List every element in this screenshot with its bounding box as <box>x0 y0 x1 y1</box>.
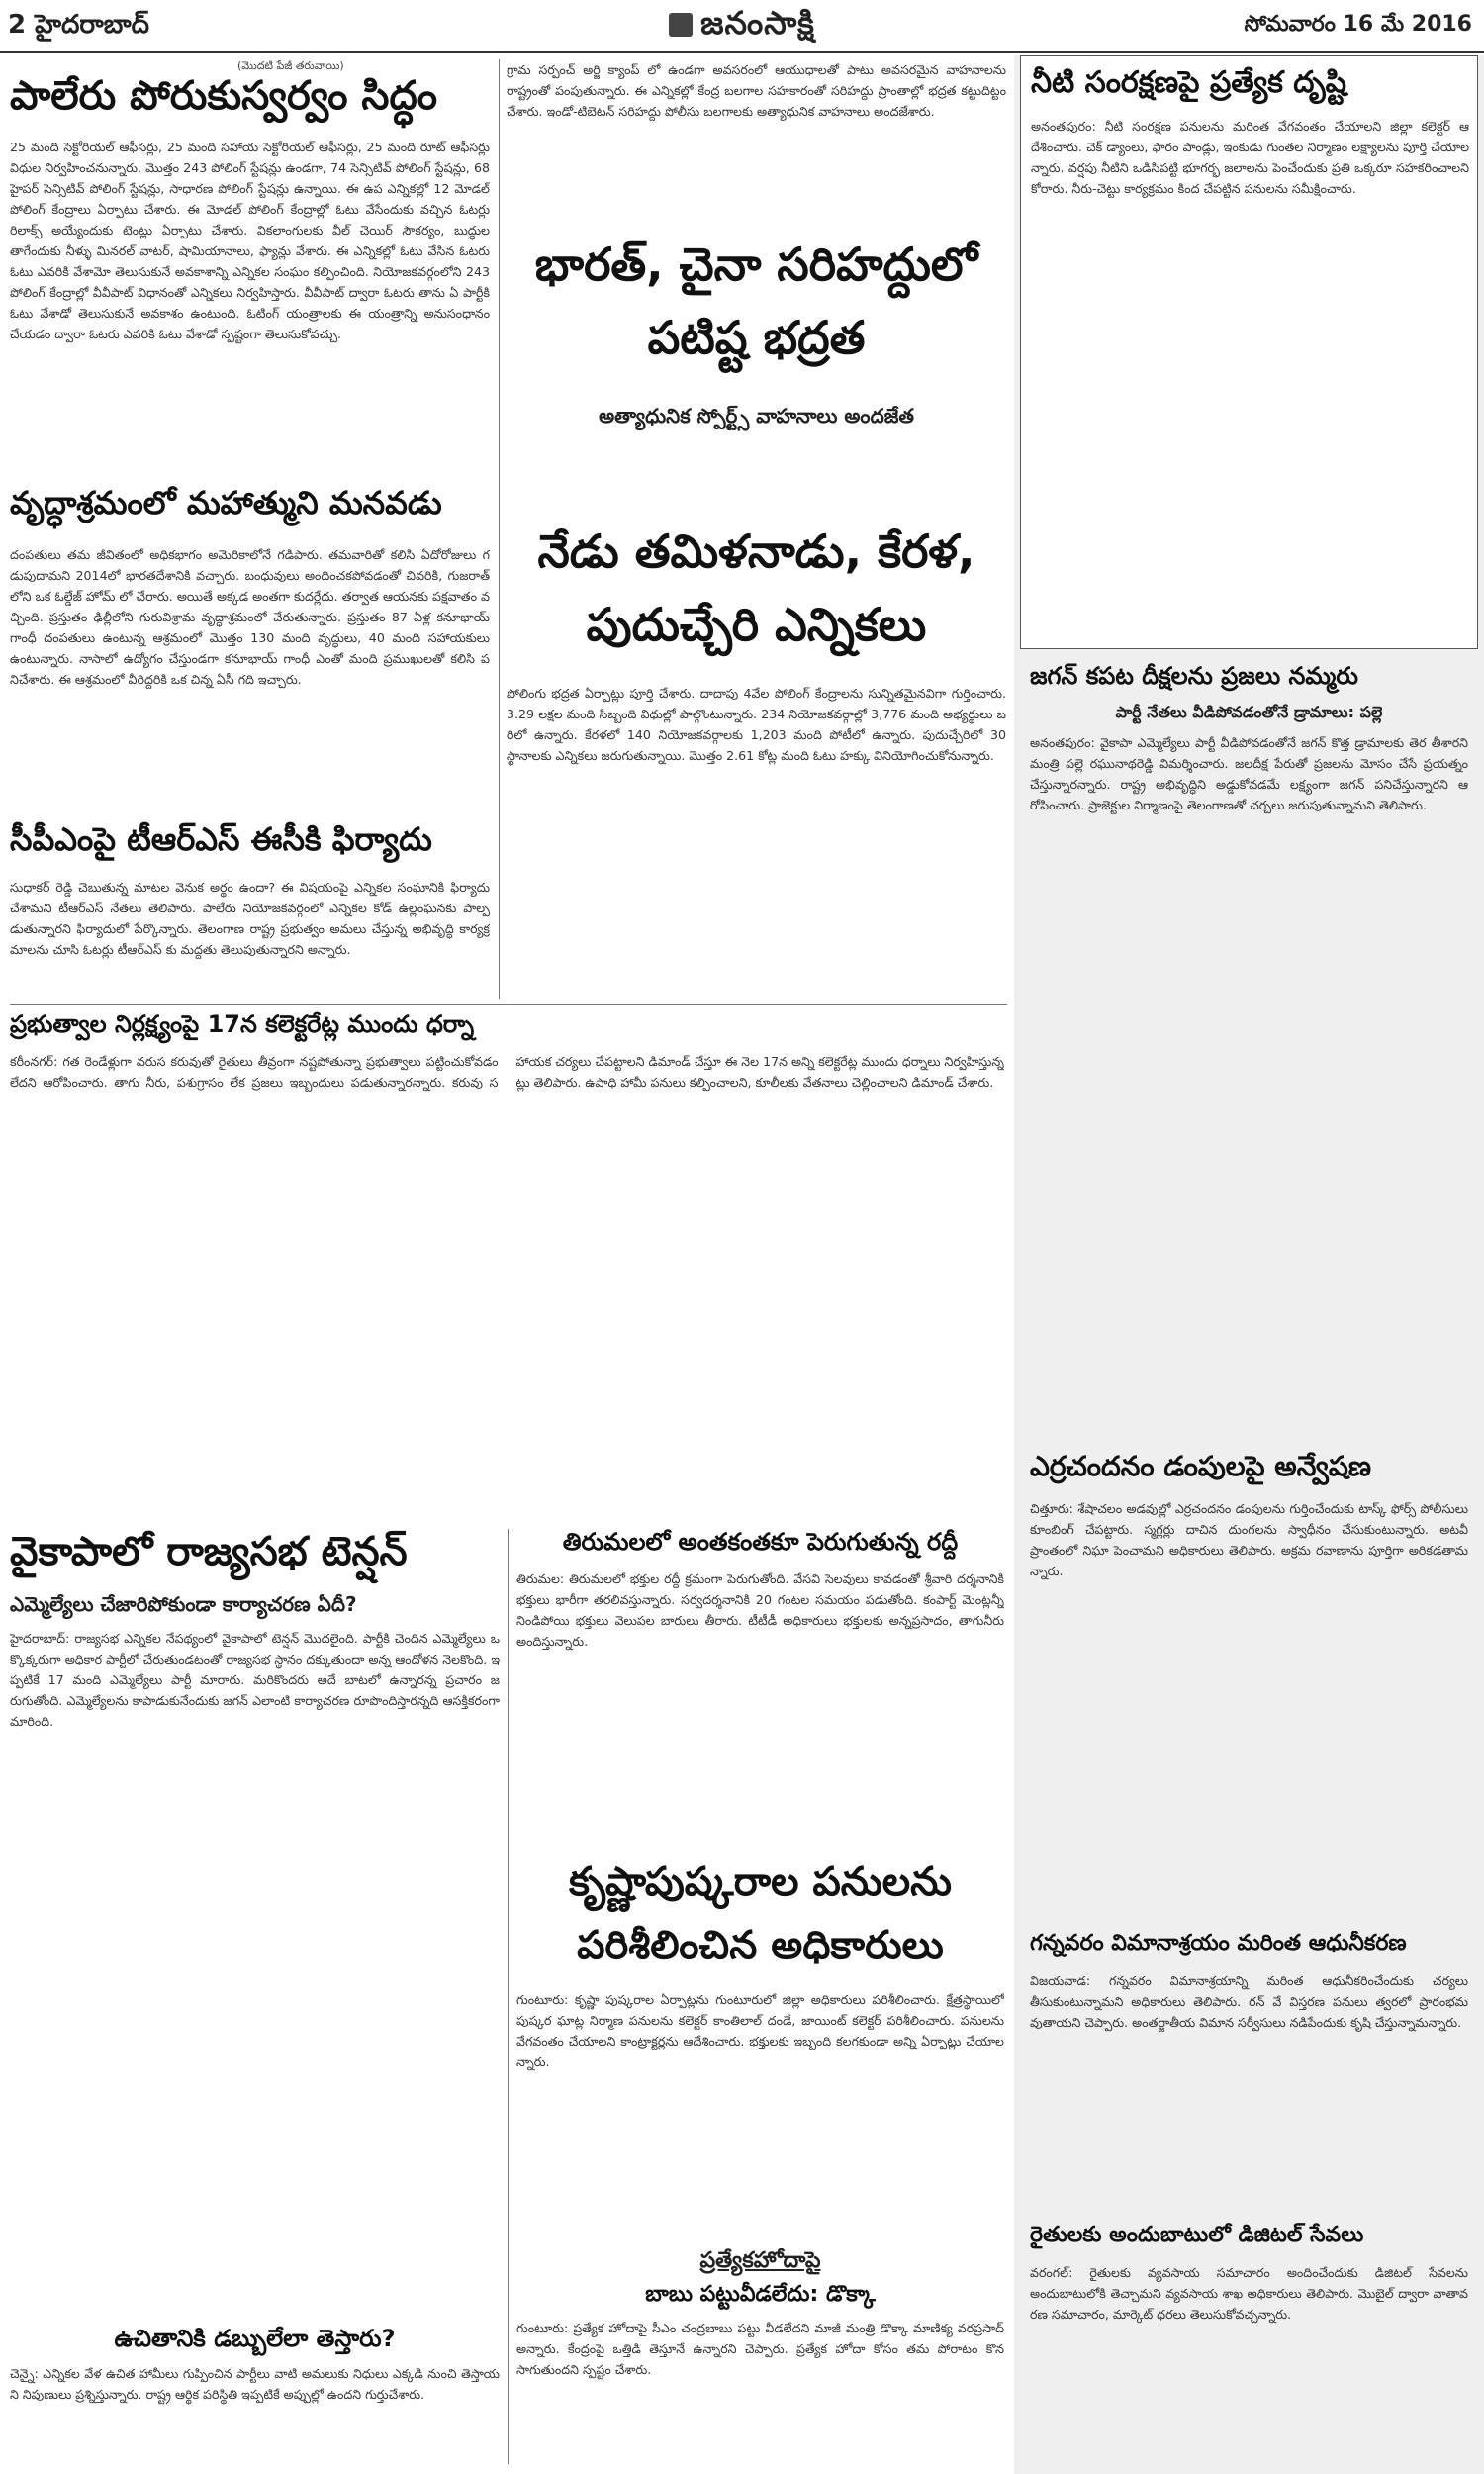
page-date: సోమవారం 16 మే 2016 <box>1244 12 1472 37</box>
story-headline: బాబు పట్టువీడలేదు: డొక్కా <box>645 2282 876 2307</box>
story-body: గుంటూరు: కృష్ణా పుష్కరాల ఏర్పాట్లను గుంటూరులో జిల్లా అధికారులు పరిశీలించారు. క్షేత్రస్థాయిలో పుష్కర ఘాట్ల నిర్మాణ పనులను కలెక్టర్ కాంతిలాల్ దండే, జాయింట్ కలెక్టర్ పరిశీలించారు. పనులను వేగవంతం చేయాలని కాంట్రాక్టర్లను ఆదేశించారు. భక్తులకు ఇబ్బంది కలగకుండా అన్ని ఏర్పాట్లు చేయాలన్నారు. <box>516 1992 1004 2069</box>
story-body: చెన్నై: ఎన్నికల వేళ ఉచిత హామీలు గుప్పించిన పార్టీలు వాటి అమలుకు నిధులు ఎక్కడి నుంచి తెస్తాయని నిపుణులు ప్రశ్నిస్తున్నారు. రాష్ట్ర ఆర్థిక పరిస్థితి ఇప్పటికే అప్పుల్లో ఉందని గుర్తుచేశారు. <box>10 2366 500 2402</box>
paper-name: జనంసాక్షి <box>700 4 815 42</box>
story-tirumala <box>516 1529 1004 1846</box>
story-kicker: (మొదటి పేజీ తరువాయి) <box>237 59 344 72</box>
story-headline: జగన్ కపట దీక్షలను ప్రజలు నమ్మరు <box>1030 662 1358 690</box>
story-freebies <box>10 2326 500 2464</box>
story-body: అనంతపురం: నీటి సంరక్షణ పనులను మరింత వేగవంతం చేయాలని జిల్లా కలెక్టర్ ఆదేశించారు. చెక్ డ్యాంలు, ఫారం పాండ్లు, ఇంకుడు గుంతల నిర్మాణం లక్ష్యాలను పూర్తి చేయాలన్నారు. వర్షపు నీటిని ఒడిసిపట్టి భూగర్భ జలాలను పెంచేందుకు ప్రతి ఒక్కరూ సహకరించాలని కోరారు. నీరు-చెట్టు కార్యక్రమం కింద చేపట్టిన పనులను సమీక్షించారు. <box>1031 119 1469 196</box>
story-body: హైదరాబాద్: రాజ్యసభ ఎన్నికల నేపథ్యంలో వైకాపాలో టెన్షన్ మొదలైంది. పార్టీకి చెందిన ఎమ్మెల్యేలు ఒక్కొక్కరుగా అధికార పార్టీలో చేరుతుండటంతో రాజ్యసభ స్థానం దక్కుతుందా అన్న ఆందోళన నెలకొంది. ఇప్పటికే 17 మంది ఎమ్మెల్యేలు పార్టీ మారారు. మరికొందరు అదే బాటలో ఉన్నారన్న ప్రచారం జరుగుతోంది. ఎమ్మెల్యేలను కాపాడుకునేందుకు జగన్ ఎలాంటి కార్యాచరణ రూపొందిస్తారన్నది ఆసక్తికరంగా మారింది. <box>10 1631 500 1729</box>
newspaper-logo-icon <box>669 13 693 37</box>
story-body: వరంగల్: రైతులకు వ్యవసాయ సమాచారం అందించేందుకు డిజిటల్ సేవలను అందుబాటులోకి తెచ్చామని వ్యవసాయ శాఖ అధికారులు తెలిపారు. మొబైల్ ద్వారా వాతావరణ సమాచారం, మార్కెట్ ధరలు తెలుసుకోవచ్చన్నారు. <box>1030 2265 1468 2322</box>
story-india-china <box>507 59 1006 495</box>
story-body: తిరుమల: తిరుమలలో భక్తుల రద్దీ క్రమంగా పెరుగుతోంది. వేసవి సెలవులు కావడంతో శ్రీవారి దర్శనానికి భక్తులు భారీగా తరలివస్తున్నారు. సర్వదర్శనానికి 20 గంటల సమయం పడుతోంది. కంపార్ట్ మెంట్లన్నీ నిండిపోయి భక్తులు వెలుపల బారులు తీరారు. టీటీడీ అధికారులు భక్తులకు అన్నప్రసాదం, తాగునీరు అందిస్తున్నారు. <box>516 1571 1004 1649</box>
sidebar-story-red-sanders <box>1020 1451 1478 1926</box>
paper-logo <box>603 4 881 49</box>
story-headline: నీటి సంరక్షణపై ప్రత్యేక దృష్టి <box>1031 65 1347 100</box>
story-headline: తిరుమలలో అంతకంతకూ పెరుగుతున్న రద్దీ <box>562 1529 959 1556</box>
story-headline: వృద్ధాశ్రమంలో మహాత్ముని మనవడు <box>10 485 442 522</box>
story-body: దంపతులు తమ జీవితంలో అధికభాగం అమెరికాలోనే గడిపారు. తమవారితో కలిసి ఏదోరోజులు గడుపుదామని 2014లో భారతదేశానికి వచ్చారు. బంధువులు అందించకపోవడంతో చివరికి, గుజరాత్ లోని ఒక ఓల్డేజ్ హోమ్ లో చేరారు. అయితే అక్కడ అంతగా కుదర్లేదు. తర్వాత ఆయనకు పక్షవాతం వచ్చింది. ప్రస్తుతం ఢిల్లీలోని గురువిశ్రామ వృద్ధాశ్రమంలో చేరుతున్నారు. ప్రస్తుతం 87 ఏళ్ల కనూభాయ్ గాంధీ దంపతులు ఉంటున్న ఆశ్రమంలో మొత్తం 130 మంది వృద్ధులు, 40 మంది సహాయకులు ఉంటున్నారు. నాసాలో ఉద్యోగం చేస్తుండగా కనూభాయ్ గాంధీ ఎంతో మంది ప్రముఖులతో కలిసి పనిచేశారు. ఈ ఆశ్రమంలో వీరిద్దరికి ఒక చిన్న ఏసీ గది ఇచ్చారు. <box>10 547 490 687</box>
story-headline: పాలేరు పోరుకుస్వర్వం సిద్ధం <box>10 73 438 119</box>
sidebar-story-jagan <box>1020 659 1478 1441</box>
story-body-top: గ్రామ సర్పంచ్ అర్జి క్యాంప్ లో ఉండగా అవసరంలో ఆయుధాలతో పాటు అవసరమైన వాహనాలను రాష్ట్రంతో పంపుతున్నారు. ఈ ఎన్నికల్లో కేంద్ర బలగాల సహకారంతో సరిహద్దు ప్రాంతాల్లో భద్రత కట్టుదిట్టం చేశారు. ఇండో-టిబెటన్ సరిహద్దు పోలీసు బలగాలకు అత్యాధునిక వాహనాలు అందజేశారు. <box>507 62 1006 119</box>
sidebar-story-water <box>1020 55 1478 649</box>
story-subheadline: ఎమ్మెల్యేలు చేజారిపోకుండా కార్యాచరణ ఏదీ? <box>10 1592 357 1616</box>
story-dharna <box>10 1011 1004 1526</box>
story-ysrcp-rajyasabha <box>10 1529 500 2321</box>
story-headline: ఉచితానికి డబ్బులేలా తెస్తారు? <box>114 2326 396 2352</box>
story-body: 25 మంది సెక్టోరియల్ ఆఫీసర్లు, 25 మంది సహాయ సెక్టోరియల్ ఆఫీసర్లు, 25 మంది రూట్ ఆఫీసర్లు విధుల నిర్వహించనున్నారు. మొత్తం 243 పోలింగ్ స్టేషన్లు ఉండగా, 74 సెన్సిటివ్ పోలింగ్ స్టేషన్లు, 68 హైపర్ సెన్సిటివ్ పోలింగ్ స్టేషన్లు, సాధారణ పోలింగ్ స్టేషన్లు ఉన్నాయి. ఈ ఉప ఎన్నికల్లో 12 మోడల్ పోలింగ్ కేంద్రాలు ఏర్పాటు చేశారు. ఈ మోడల్ పోలింగ్ కేంద్రాల్లో ఓటు వేసేందుకు వచ్చిన ఓటర్లు రిలాక్స్ అయ్యేందుకు టెంట్లు ఏర్పాటు చేశారు. వికలాంగులకు వీల్ చెయిర్ సౌకర్యం, బుద్ధుల తాగేందుకు నీళ్ళు మినరల్ వాటర్, షామియానాలు, ఫ్యాన్లు వేశారు. ఈ ఎన్నికల్లో ఓటు వేసిన ఓటరు ఓటు ఎవరికి వేశామో తెలుసుకునే అవకాశాన్ని ఎన్నికల సంఘం కల్పించింది. నియోజకవర్గంలోని 243 పోలింగ్ కేంద్రాల్లో వీవీపాట్ విధానంతో ఎన్నికలు నిర్వహిస్తారు. వీవీపాట్ ద్వారా ఓటరు తాను ఏ పార్టీకి ఓటు వేశాడో తెలుసుకునే అవకాశం ఉంటుంది. ఓటింగ్ యంత్రాలకు ఈ యంత్రాన్ని అనుసంధానం చేయడం ద్వారా ఓటరు ఎవరికి ఓటు వేశాడో స్పష్టంగా తెలుసుకోవచ్చు. <box>10 140 490 341</box>
story-headline: గన్నవరం విమానాశ్రయం మరింత ఆధునీకరణ <box>1030 1931 1407 1955</box>
story-headline: ప్రభుత్వాల నిర్లక్ష్యంపై 17న కలెక్టరేట్ల ముందు ధర్నా <box>10 1011 475 1038</box>
story-headline: కృష్ణాపుష్కరాల పనులను పరిశీలించిన అధికారులు <box>568 1859 952 1968</box>
story-body: విజయవాడ: గన్నవరం విమానాశ్రయాన్ని మరింత ఆధునీకరించేందుకు చర్యలు తీసుకుంటున్నామని అధికారులు తెలిపారు. రన్ వే విస్తరణ పనులు త్వరలో ప్రారంభమవుతాయని చెప్పారు. అంతర్జాతీయ విమాన సర్వీసులు నడిపేందుకు కృషి చేస్తున్నామన్నారు. <box>1030 1973 1468 2030</box>
story-body: చిత్తూరు: శేషాచలం అడవుల్లో ఎర్రచందనం డంపులను గుర్తించేందుకు టాస్క్ ఫోర్స్ పోలీసులు కూంబింగ్ చేపట్టారు. స్మగ్లర్లు దాచిన దుంగలను స్వాధీనం చేసుకుంటున్నారు. అటవీ ప్రాంతంలో నిఘా పెంచామని అధికారులు తెలిపారు. అక్రమ రవాణాను పూర్తిగా అరికడతామన్నారు. <box>1030 1501 1468 1578</box>
story-headline: సీపీఎంపై టీఆర్ఎస్ ఈసీకి ఫిర్యాదు <box>10 821 432 858</box>
story-body: పోలింగు భద్రత ఏర్పాట్లు పూర్తి చేశారు. దాదాపు 4వేల పోలింగ్ కేంద్రాలను సున్నితమైనవిగా గుర్తించారు. 3.29 లక్షల మంది సిబ్బంది విధుల్లో పాల్గొంటున్నారు. 234 నియోజకవర్గాల్లో 3,776 మంది అభ్యర్థులు బరిలో ఉన్నారు. కేరళలో 140 నియోజకవర్గాలకు 1,203 మంది పోటీలో ఉన్నారు. పుదుచ్చేరిలో 30 స్థానాలకు ఎన్నికలు జరుగుతున్నాయి. మొత్తం 2.61 కోట్ల మంది ఓటు హక్కు వినియోగించుకోనున్నారు. <box>507 686 1006 763</box>
story-body: కరీంనగర్: గత రెండేళ్లుగా వరుస కరువుతో రైతులు తీవ్రంగా నష్టపోతున్నా ప్రభుత్వాలు పట్టించుకోవడం లేదని ఆరోపించారు. తాగు నీరు, పశుగ్రాసం లేక ప్రజలు ఇబ్బందులు పడుతున్నారన్నారు. కరువు సహాయక చర్యలు చేపట్టాలని డిమాండ్ చేస్తూ ఈ నెల 17న అన్ని కలెక్టరేట్ల ముందు ధర్నాలు నిర్వహిస్తున్నట్లు తెలిపారు. ఉపాధి హామీ పనులు కల్పించాలని, కూలీలకు వేతనాలు చెల్లించాలని డిమాండ్ చేశారు. <box>10 1054 1004 1090</box>
story-dokka <box>516 2248 1004 2464</box>
sidebar-story-gannavaram <box>1020 1931 1478 2218</box>
sidebar-column <box>1014 55 1484 2474</box>
story-headline: రైతులకు అందుబాటులో డిజిటల్ సేవలు <box>1030 2223 1364 2247</box>
story-krishna-pushkaralu <box>516 1851 1004 2246</box>
story-elections <box>507 495 1006 999</box>
column-divider <box>508 1529 509 2464</box>
story-cpm-complaint <box>10 821 490 999</box>
masthead <box>0 0 1484 53</box>
sidebar-story-farmers <box>1020 2223 1478 2470</box>
column-divider <box>499 59 500 999</box>
story-headline: నేడు తమిళనాడు, కేరళ, పుదుచ్చేరి ఎన్నికలు <box>537 524 975 651</box>
story-kicker: ప్రత్యేకహోదాపై <box>699 2248 821 2273</box>
page-label: 2 హైదరాబాద్ <box>8 10 149 40</box>
story-body: సుధాకర్ రెడ్డి చెబుతున్న మాటల వెనుక అర్థం ఉందా? ఈ విషయంపై ఎన్నికల సంఘానికి ఫిర్యాదు చేశామని టీఆర్ఎస్ నేతలు తెలిపారు. పాలేరు నియోజకవర్గంలో ఎన్నికల కోడ్ ఉల్లంఘనకు పాల్పడుతున్నారని ఫిర్యాదులో పేర్కొన్నారు. తెలంగాణ రాష్ట్ర ప్రభుత్వం అమలు చేస్తున్న అభివృద్ధి కార్యక్రమాలను చూసి ఓటర్లు టీఆర్ఎస్ కు మద్దతు తెలుపుతున్నారని అన్నారు. <box>10 880 490 957</box>
story-body: అనంతపురం: వైకాపా ఎమ్మెల్యేలు పార్టీ వీడిపోవడంతోనే జగన్ కొత్త డ్రామాలకు తెర తీశారని మంత్రి పల్లె రఘునాథరెడ్డి విమర్శించారు. జలదీక్ష పేరుతో ప్రజలను మోసం చేసే ప్రయత్నం చేస్తున్నారన్నారు. రాష్ట్ర అభివృద్ధిని అడ్డుకోవడమే లక్ష్యంగా జగన్ పనిచేస్తున్నారని ఆరోపించారు. ప్రాజెక్టుల నిర్మాణంపై తెలంగాణతో చర్చలు జరుపుతున్నామని తెలిపారు. <box>1030 735 1468 812</box>
story-kicker: అత్యాధునిక స్పోర్ట్స్ వాహనాలు అందజేత <box>599 404 914 428</box>
story-subheadline: పార్టీ నేతలు వీడిపోవడంతోనే డ్రామాలు: పల్లె <box>1115 703 1383 721</box>
story-paleru <box>10 59 490 485</box>
story-old-age-home <box>10 485 490 821</box>
story-headline: భారత్, చైనా సరిహద్దులో పటిష్ట భద్రత <box>534 238 978 364</box>
story-headline: వైకాపాలో రాజ్యసభ టెన్షన్ <box>10 1529 408 1574</box>
story-headline: ఎర్రచందనం డంపులపై అన్వేషణ <box>1030 1451 1371 1482</box>
story-body: గుంటూరు: ప్రత్యేక హోదాపై సీఎం చంద్రబాబు పట్టు వీడలేదని మాజీ మంత్రి డొక్కా మాణిక్య వరప్రసాద్ అన్నారు. కేంద్రంపై ఒత్తిడి తెస్తూనే ఉన్నారని చెప్పారు. ప్రత్యేక హోదా కోసం తమ పోరాటం కొనసాగుతుందని స్పష్టం చేశారు. <box>516 2321 1004 2377</box>
section-divider <box>10 1004 1007 1005</box>
